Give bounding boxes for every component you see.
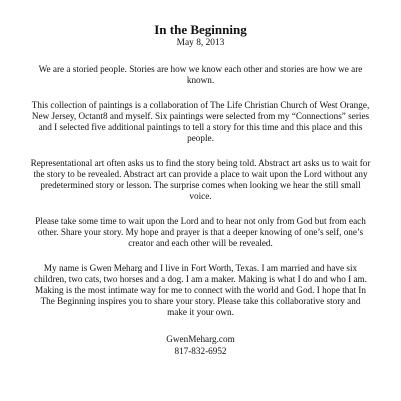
paragraph-wait-upon-lord: Please take some time to wait upon the Lord and to hear not only from God but from each other. Share your story. My hope and prayer is that a deeper knowing of one’s self, one’s creator and each other will be revealed. (35, 216, 366, 248)
phone-text: 817-832-6952 (174, 345, 227, 356)
website-text: GwenMeharg.com (166, 334, 235, 344)
document-date: May 8, 2013 (176, 38, 225, 48)
paragraph-about-author: My name is Gwen Meharg and I live in Fort Worth, Texas. I am married and have six children, two cats, two horses and a dog. I am a maker. Making is what I do and who I am. Making is the most intimate way for me to connect with the world and God. I hope that In The Beginning inspires you to share your story. Please take this collaborative story and make it your own. (34, 263, 367, 317)
paragraph-storied-people: We are a storied people. Stories are how we know each other and stories are how we are known. (38, 64, 363, 85)
paragraph-abstract-art: Representational art often asks us to find the story being told. Abstract art asks us to wait for the story to be revealed. Abstract art can provide a place to wait upon the Lord without any predetermined story or lesson. The surprise comes when looking we hear the still small voice. (30, 158, 371, 201)
contact-block (30, 334, 371, 357)
paragraph-collection: This collection of paintings is a collaboration of The Life Christian Church of West Orange, New Jersey, Octant8 and myself. Six paintings were selected from my “Connections” series and I selected five additional paintings to tell a story for this time and this place and this people. (31, 100, 370, 143)
document-title: In the Beginning (154, 22, 247, 37)
